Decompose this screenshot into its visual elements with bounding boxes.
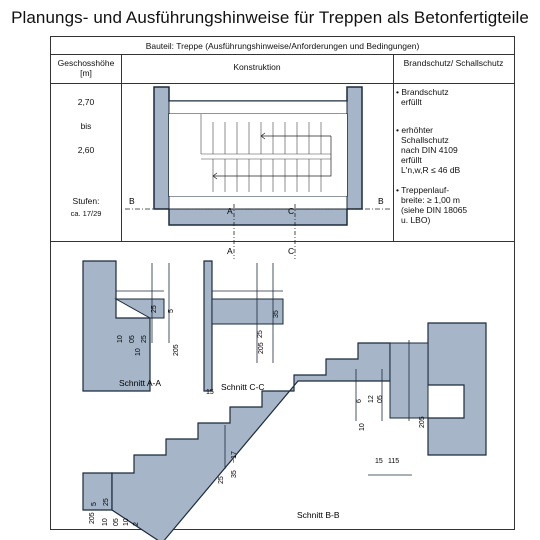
- steps-value: ca. 17/29: [70, 209, 102, 218]
- note-line: erfüllt: [401, 155, 422, 165]
- dim-label: 35: [273, 310, 280, 318]
- section-b-b-upper-wall: [428, 323, 486, 455]
- table-caption: Bauteil: Treppe (Ausführungshinweise/Anforderungen und Bedingungen): [145, 41, 420, 51]
- height-connector: bis: [80, 121, 92, 131]
- dim-label: 6: [356, 399, 363, 403]
- dim-label: 25: [218, 476, 225, 484]
- dim-label: 10: [359, 423, 366, 431]
- dim-label: 205: [258, 342, 265, 354]
- page-title: Planungs- und Ausführungshinweise für Treppen als Betonfertigteile: [11, 8, 529, 27]
- dim-label: 25: [257, 330, 264, 338]
- dim-label: ~17: [231, 451, 238, 463]
- dim-label: 10: [102, 518, 109, 526]
- upper-landing: [169, 101, 347, 114]
- section-c-c-label: Schnitt C-C: [221, 382, 265, 392]
- dim-label: 12: [368, 395, 375, 403]
- section-b-b-flight: [112, 343, 390, 540]
- dim-label: 05: [113, 518, 120, 526]
- dim-label: 35: [231, 470, 238, 478]
- steps-label: Stufen:: [72, 196, 100, 206]
- dim-label: 05: [377, 395, 384, 403]
- dim-label: 25: [151, 305, 158, 313]
- section-mark-a-top: A: [227, 206, 233, 216]
- note-line: • erhöhter: [396, 125, 433, 135]
- height-value: 2,70: [77, 97, 95, 107]
- section-c-c: [204, 261, 283, 396]
- column-header-height: Geschosshöhe [m]: [57, 58, 115, 78]
- column-header-fire-sound: Brandschutz/ Schallschutz: [403, 58, 504, 68]
- note-line: L'n,w,R ≤ 46 dB: [401, 165, 461, 175]
- dim-label: 205: [419, 416, 426, 428]
- column-divider: [393, 54, 394, 241]
- dim-label: 10: [135, 348, 142, 356]
- dim-label: 115: [388, 458, 400, 465]
- note-line: erfüllt: [401, 97, 422, 107]
- dim-label: 5: [91, 502, 98, 506]
- section-mark-b-right: B: [378, 196, 384, 206]
- spec-sheet: [50, 36, 515, 530]
- dim-label: 205: [173, 344, 180, 356]
- divider: [51, 241, 514, 242]
- dim-label: 25: [103, 498, 110, 506]
- section-mark-b-left: B: [129, 196, 135, 206]
- dim-label: 205: [89, 512, 96, 524]
- lower-landing: [169, 196, 347, 209]
- note-line: u. LBO): [401, 215, 431, 225]
- note-line: nach DIN 4109: [401, 145, 458, 155]
- column-header-construction: Konstruktion: [233, 62, 281, 72]
- section-a-a-label: Schnitt A-A: [119, 378, 162, 388]
- section-a-a-body: [83, 261, 150, 391]
- dim-label: 10: [117, 335, 124, 343]
- section-mark-a-bottom: A: [227, 246, 233, 256]
- note-line: • Treppenlauf-: [396, 185, 450, 195]
- dim-label: 10: [123, 518, 130, 526]
- section-mark-c-bottom: C: [288, 246, 295, 256]
- note-line: (siehe DIN 18065: [401, 205, 468, 215]
- sections-drawing: [52, 243, 514, 529]
- height-value: 2,60: [77, 145, 95, 155]
- stair-floor-plan: [121, 84, 393, 256]
- section-mark-c-top: C: [288, 206, 295, 216]
- dim-label: 25: [141, 335, 148, 343]
- dim-label: 2: [133, 522, 140, 526]
- stairwell: [169, 114, 347, 196]
- dim-label: 15: [375, 458, 383, 465]
- dim-label: 5: [168, 309, 175, 313]
- note-line: Schallschutz: [401, 135, 449, 145]
- dim-label: 05: [129, 335, 136, 343]
- note-line: • Brandschutz: [396, 87, 449, 97]
- section-a-a: [83, 261, 212, 391]
- section-b-b-label: Schnitt B-B: [297, 510, 340, 520]
- note-line: breite: ≥ 1,00 m: [401, 195, 460, 205]
- section-c-c-wall: [204, 261, 212, 391]
- dim-label: 15: [206, 389, 214, 396]
